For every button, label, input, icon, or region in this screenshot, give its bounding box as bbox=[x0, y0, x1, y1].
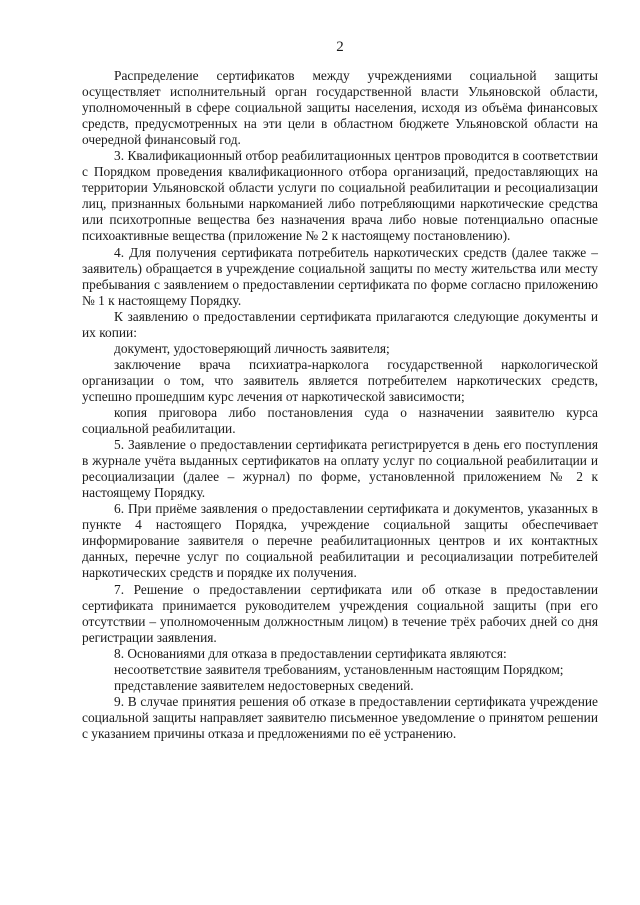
paragraph-distribution: Распределение сертификатов между учреждениями социальной защиты осуществляет исполнительный орган государственной власти Ульяновской области, уполномоченный в сфере социальной защиты населения, исходя из объёма финансовых средств, предусмотренных на эти цели в областном бюджете Ульяновской области на очередной финансовый год. bbox=[82, 68, 598, 148]
page-number: 2 bbox=[336, 39, 344, 55]
paragraph-item-3: 3. Квалификационный отбор реабилитационных центров проводится в соответствии с Порядком проведения квалификационного отбора организаций, предоставляющих на территории Ульяновской области услуги по социальной реабилитации и ресоциализации лиц, признанных больными наркоманией либо потребляющими наркотические средства или психотропные вещества без назначения врача либо новые потенциально опасные психоактивные вещества (приложение № 2 к настоящему постановлению). bbox=[82, 148, 598, 244]
paragraph-item-6: 6. При приёме заявления о предоставлении сертификата и документов, указанных в пункте 4 настоящего Порядка, учреждение социальной защиты обеспечивает информирование заявителя о перечне реабилитационных центров и их контактных данных, перечне услуг по социальной реабилитации и ресоциализации потребителей наркотических средств и порядке их получения. bbox=[82, 501, 598, 581]
list-item-narcologist-conclusion: заключение врача психиатра-нарколога государственной наркологической организации о том, что заявитель является потребителем наркотических средств, успешно прошедшим курс лечения от наркотической зависимости; bbox=[82, 356, 598, 404]
paragraph-item-5: 5. Заявление о предоставлении сертификата регистрируется в день его поступления в журнале учёта выданных сертификатов на оплату услуг по социальной реабилитации и ресоциализации (далее – журнал) по форме, установленной приложением № 2 к настоящему Порядку. bbox=[82, 437, 598, 501]
list-item-court-decision: копия приговора либо постановления суда о назначении заявителю курса социальной реабилитации. bbox=[82, 404, 598, 437]
list-item-identity-document: документ, удостоверяющий личность заявителя; bbox=[114, 340, 390, 356]
document-body bbox=[82, 68, 598, 742]
list-item-noncompliance: несоответствие заявителя требованиям, установленным настоящим Порядком; bbox=[114, 661, 564, 677]
paragraph-item-8: 8. Основаниями для отказа в предоставлении сертификата являются: bbox=[114, 645, 507, 661]
list-item-false-information: представление заявителем недостоверных сведений. bbox=[114, 677, 414, 693]
paragraph-item-4: 4. Для получения сертификата потребитель наркотических средств (далее также – заявитель) обращается в учреждение социальной защиты по месту жительства или месту пребывания с заявлением о предоставлении сертификата по форме согласно приложению № 1 к настоящему Порядку. bbox=[82, 244, 598, 308]
paragraph-item-9: 9. В случае принятия решения об отказе в предоставлении сертификата учреждение социальной защиты направляет заявителю письменное уведомление о принятом решении с указанием причины отказа и предложениями по её устранению. bbox=[82, 693, 598, 741]
paragraph-attachments: К заявлению о предоставлении сертификата прилагаются следующие документы и их копии: bbox=[82, 308, 598, 340]
paragraph-item-7: 7. Решение о предоставлении сертификата или об отказе в предоставлении сертификата принимается руководителем учреждения социальной защиты (при его отсутствии – уполномоченным должностным лицом) в течение трёх рабочих дней со дня регистрации заявления. bbox=[82, 581, 598, 645]
